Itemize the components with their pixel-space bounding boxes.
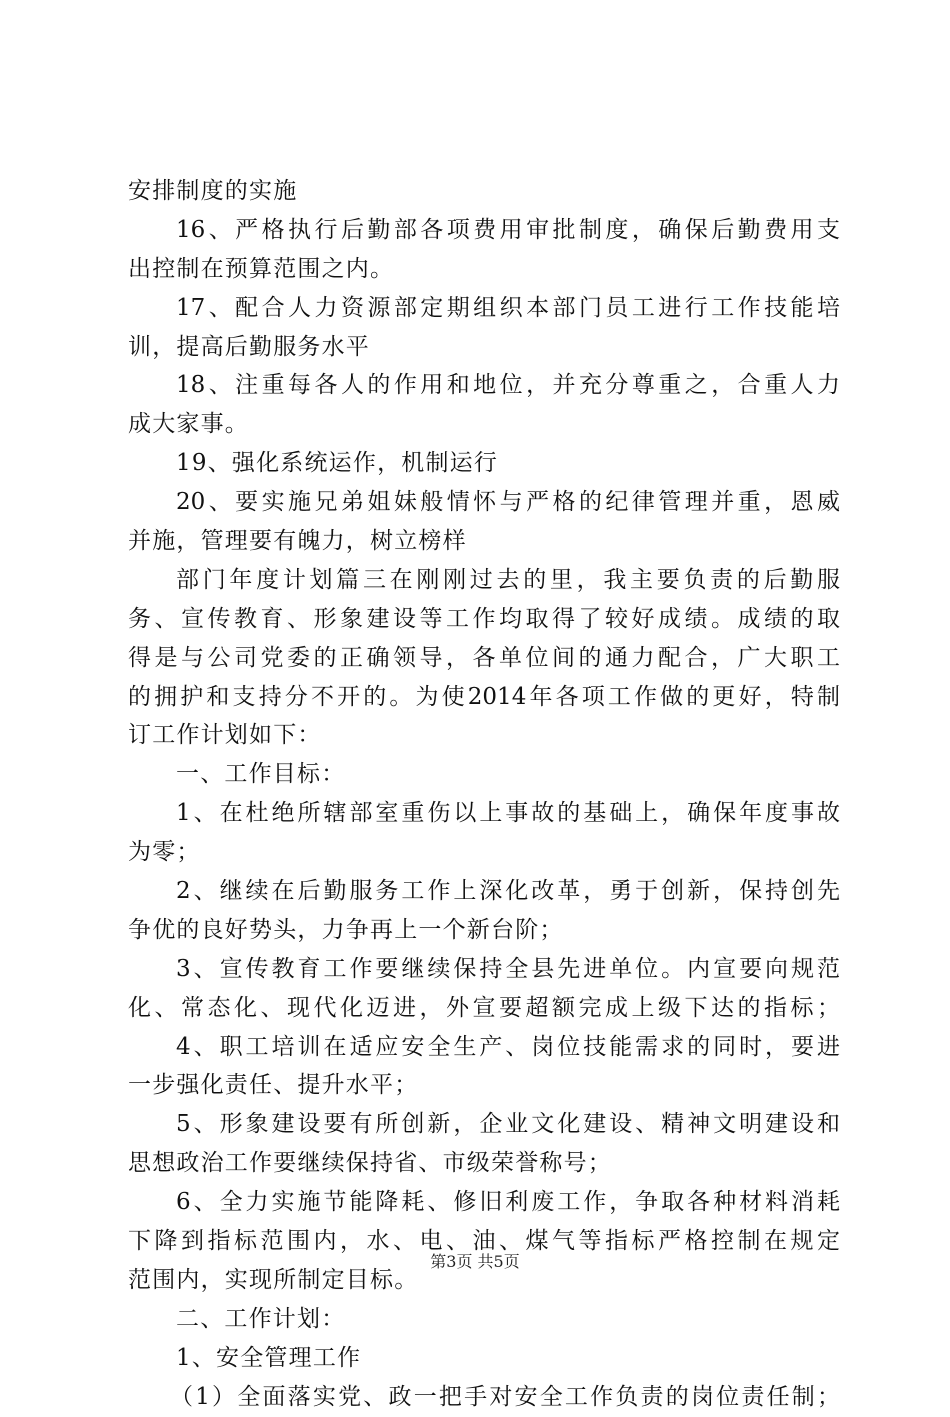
text-line: 一步强化责任、提升水平； — [128, 1072, 419, 1099]
text-line: 订工作计划如下： — [128, 722, 322, 749]
text-line: 20、要实施兄弟姐妹般情怀与严格的纪律管理并重，恩威 — [176, 489, 840, 516]
text-line: 为零； — [128, 839, 201, 866]
page-number-footer: 第3页 共5页 — [430, 1252, 520, 1271]
text-line: 1、在杜绝所辖部室重伤以上事故的基础上，确保年度事故 — [176, 800, 840, 827]
text-line: 成大家事。 — [128, 411, 249, 438]
text-line: 16、严格执行后勤部各项费用审批制度，确保后勤费用支 — [176, 216, 840, 243]
text-line: （1）全面落实党、政一把手对安全工作负责的岗位责任制； — [170, 1383, 840, 1410]
document-body — [128, 172, 840, 1417]
text-line: 6、全力实施节能降耗、修旧利废工作，争取各种材料消耗 — [176, 1189, 840, 1216]
text-line: 5、形象建设要有所创新，企业文化建设、精神文明建设和 — [176, 1111, 840, 1138]
text-line: 争优的良好势头，力争再上一个新台阶； — [128, 916, 564, 943]
text-line: 19、强化系统运作，机制运行 — [176, 450, 499, 477]
text-line: 训，提高后勤服务水平 — [128, 333, 370, 360]
text-line: 2、继续在后勤服务工作上深化改革，勇于创新，保持创先 — [176, 878, 840, 905]
text-line: 并施，管理要有魄力，树立榜样 — [128, 528, 467, 555]
text-line: 安排制度的实施 — [128, 178, 298, 204]
text-line: 范围内，实现所制定目标。 — [128, 1266, 419, 1293]
section-heading: 二、工作计划： — [176, 1305, 346, 1332]
text-line: 思想政治工作要继续保持省、市级荣誉称号； — [128, 1150, 612, 1177]
text-line: 出控制在预算范围之内。 — [128, 255, 395, 282]
text-line: 的拥护和支持分不开的。为使2014年各项工作做的更好，特制 — [128, 683, 840, 710]
subsection-heading: 1、安全管理工作 — [176, 1344, 362, 1371]
text-line: 18、注重每各人的作用和地位，并充分尊重之，合重人力 — [176, 372, 840, 399]
text-line: 17、配合人力资源部定期组织本部门员工进行工作技能培 — [176, 294, 840, 321]
text-line: 下降到指标范围内，水、电、油、煤气等指标严格控制在规定 — [128, 1228, 840, 1255]
text-line: 3、宣传教育工作要继续保持全县先进单位。内宣要向规范 — [176, 955, 840, 982]
text-line: 4、职工培训在适应安全生产、岗位技能需求的同时，要进 — [176, 1033, 840, 1060]
section-heading: 一、工作目标： — [176, 761, 346, 788]
text-line: 部门年度计划篇三在刚刚过去的里，我主要负责的后勤服 — [176, 566, 840, 593]
text-line: 化、常态化、现代化迈进，外宣要超额完成上级下达的指标； — [128, 994, 840, 1021]
text-line: 得是与公司党委的正确领导，各单位间的通力配合，广大职工 — [128, 644, 840, 671]
text-line: 务、宣传教育、形象建设等工作均取得了较好成绩。成绩的取 — [128, 605, 840, 632]
